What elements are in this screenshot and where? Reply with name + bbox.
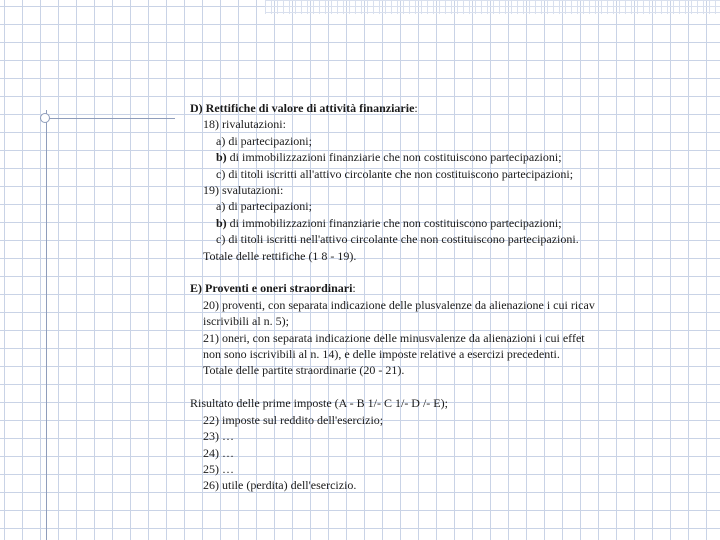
item-18b [190,149,640,165]
section-d-heading [190,100,640,116]
item-18b-text: di immobilizzazioni finanziarie che non costituiscono partecipazioni; [226,150,562,165]
horizontal-rule [40,118,175,119]
circle-icon [40,113,50,123]
item-20-line-2: iscrivibili al n. 5); [203,314,289,329]
item-25: 25) … [203,461,234,476]
item-24: 24) … [203,445,234,460]
section-d-total: Totale delle rettifiche (1 8 - 19). [203,248,357,263]
item-19a: a) di partecipazioni; [216,199,312,214]
item-19c: c) di titoli iscritti nell'attivo circolante che non costituiscono partecipazioni. [216,232,579,247]
item-18b-letter: b) [216,150,227,165]
spacer [190,379,640,395]
result-heading: Risultato delle prime imposte (A - B 1/- C 1/- D /- E); [190,396,448,411]
item-20-line-1: 20) proventi, con separata indicazione delle plusvalenze da alienazione i cui ricav [203,297,595,312]
section-d-colon: : [414,101,418,115]
vertical-rule [46,110,47,540]
item-22: 22) imposte sul reddito dell'esercizio; [203,412,384,427]
item-19b [190,215,640,231]
section-e-prefix: E) [190,281,202,296]
item-18a: a) di partecipazioni; [216,133,312,148]
item-18: 18) rivalutazioni: [203,117,286,132]
section-e-heading [190,280,640,296]
document-text [190,100,640,494]
item-19: 19) svalutazioni: [203,183,284,198]
section-e-title: Proventi e oneri straordinari [205,281,353,296]
section-d-prefix: D) [190,101,203,115]
item-18c: c) di titoli iscritti all'attivo circolante che non costituiscono partecipazioni; [216,166,574,181]
section-e-colon: : [352,281,356,296]
spacer [190,264,640,280]
top-grid-strip [265,0,720,14]
item-26: 26) utile (perdita) dell'esercizio. [203,478,357,493]
section-e-total: Totale delle partite straordinarie (20 - 21). [203,363,405,378]
section-d-title: Rettifiche di valore di attività finanziarie [205,101,415,115]
item-21-line-2: non sono iscrivibili al n. 14), e delle imposte relative a esercizi precedenti. [203,347,560,362]
item-19b-letter: b) [216,215,227,230]
item-23: 23) … [203,429,234,444]
item-21-line-1: 21) oneri, con separata indicazione delle minusvalenze da alienazioni i cui effet [203,330,585,345]
item-19b-text: di immobilizzazioni finanziarie che non costituiscono partecipazioni; [226,215,562,230]
